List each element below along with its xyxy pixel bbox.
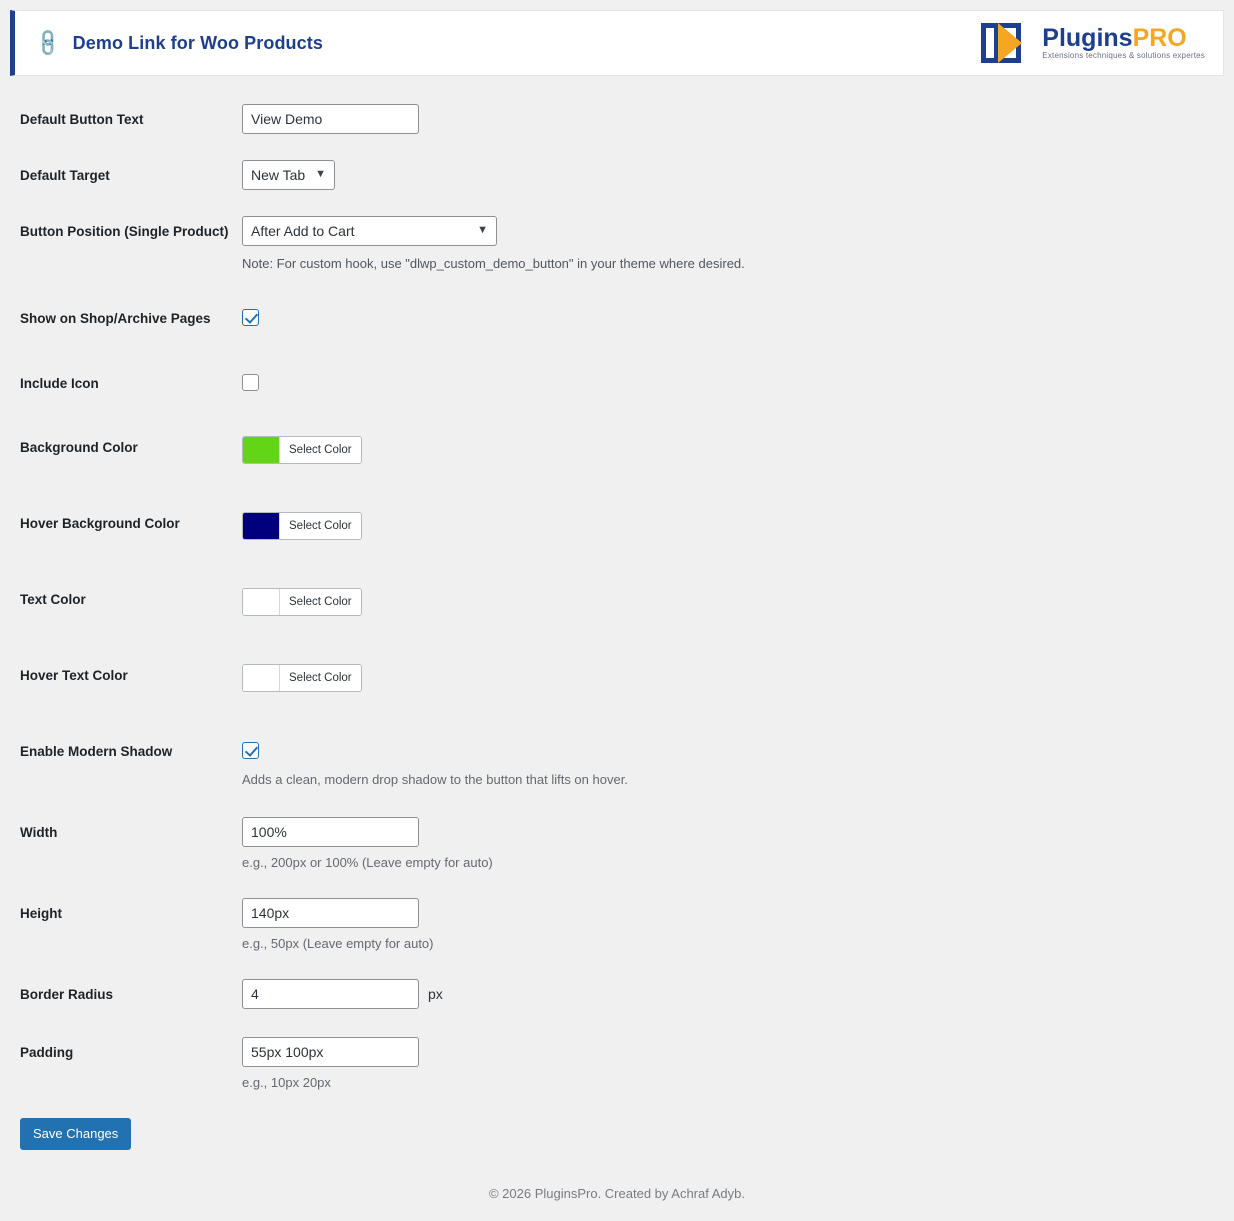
- width-input[interactable]: [242, 817, 419, 847]
- footer-text: © 2026 PluginsPro. Created by Achraf Adyb.: [488, 1185, 745, 1201]
- hover-background-color-select-label[interactable]: Select Color: [280, 513, 361, 539]
- default-button-text-input[interactable]: [242, 104, 419, 134]
- hover-background-color-picker[interactable]: [242, 512, 362, 540]
- label-height: Height: [20, 906, 62, 922]
- padding-input[interactable]: [242, 1037, 419, 1067]
- row-border-radius: [20, 977, 1214, 1009]
- logo-wordmark: [1042, 25, 1205, 51]
- label-background-color: Background Color: [20, 440, 138, 456]
- label-hover-text-color: Hover Text Color: [20, 668, 128, 684]
- row-button-position: [20, 214, 1214, 273]
- background-color-swatch[interactable]: [243, 437, 280, 463]
- label-hover-background-color: Hover Background Color: [20, 516, 180, 532]
- padding-hint: e.g., 10px 20px: [242, 1075, 331, 1091]
- row-background-color: [20, 430, 1214, 468]
- field-default-target: [242, 158, 1214, 190]
- width-hint: e.g., 200px or 100% (Leave empty for auto): [242, 855, 493, 871]
- row-text-color: [20, 582, 1214, 620]
- border-radius-input[interactable]: [242, 979, 419, 1009]
- height-hint: e.g., 50px (Leave empty for auto): [242, 936, 434, 952]
- link-icon: 🔗: [33, 27, 65, 59]
- button-position-note: Note: For custom hook, use "dlwp_custom_demo_button" in your theme where desired.: [242, 256, 745, 271]
- field-background-color: [242, 430, 1214, 468]
- label-default-button-text: Default Button Text: [20, 112, 144, 127]
- hover-text-color-swatch[interactable]: [243, 665, 280, 691]
- field-width: [242, 815, 1214, 870]
- text-color-select-label[interactable]: Select Color: [280, 589, 361, 615]
- button-position-select[interactable]: [242, 216, 497, 246]
- button-position-select-wrap: [242, 216, 497, 246]
- row-hover-text-color: [20, 658, 1214, 696]
- hover-text-color-picker[interactable]: [242, 664, 362, 692]
- field-text-color: [242, 582, 1214, 620]
- field-show-on-shop: [242, 301, 1214, 331]
- background-color-select-label[interactable]: Select Color: [280, 437, 361, 463]
- row-show-on-shop: [20, 301, 1214, 331]
- field-enable-modern-shadow: [242, 734, 1214, 787]
- text-color-picker[interactable]: [242, 588, 362, 616]
- field-hover-background-color: [242, 506, 1214, 544]
- row-include-icon: [20, 366, 1214, 396]
- field-border-radius: [242, 977, 1214, 1009]
- row-height: [20, 896, 1214, 951]
- field-hover-text-color: [242, 658, 1214, 696]
- include-icon-checkbox[interactable]: [242, 374, 259, 391]
- field-default-button-text: [242, 102, 1214, 134]
- field-height: [242, 896, 1214, 951]
- logo-text: [1042, 25, 1205, 61]
- save-changes-button[interactable]: Save Changes: [20, 1118, 131, 1150]
- label-show-on-shop: Show on Shop/Archive Pages: [20, 311, 211, 327]
- label-text-color: Text Color: [20, 592, 86, 608]
- row-hover-background-color: [20, 506, 1214, 544]
- row-padding: [20, 1035, 1214, 1090]
- show-on-shop-checkbox[interactable]: [242, 309, 259, 326]
- default-target-select[interactable]: [242, 160, 335, 190]
- label-width: Width: [20, 825, 58, 841]
- header-wrapper: [0, 0, 1234, 76]
- chevron-down-icon: ▼: [315, 167, 326, 180]
- hover-text-color-select-label[interactable]: Select Color: [280, 665, 361, 691]
- background-color-picker[interactable]: [242, 436, 362, 464]
- field-padding: [242, 1035, 1214, 1090]
- row-default-target: [20, 158, 1214, 190]
- height-input[interactable]: [242, 898, 419, 928]
- label-border-radius: Border Radius: [20, 987, 114, 1003]
- header-left: [33, 27, 323, 59]
- label-default-target: Default Target: [20, 168, 110, 183]
- border-radius-unit: px: [428, 986, 443, 1003]
- field-button-position: [242, 214, 1214, 273]
- label-padding: Padding: [20, 1045, 74, 1061]
- row-enable-modern-shadow: [20, 734, 1214, 787]
- hover-background-color-swatch[interactable]: [243, 513, 280, 539]
- row-default-button-text: [20, 102, 1214, 134]
- label-button-position: Button Position (Single Product): [20, 224, 229, 239]
- chevron-down-icon: ▼: [477, 223, 488, 236]
- row-width: [20, 815, 1214, 870]
- text-color-swatch[interactable]: [243, 589, 280, 615]
- page-title: Demo Link for Woo Products: [72, 32, 323, 53]
- default-target-select-wrap: [242, 160, 335, 190]
- label-include-icon: Include Icon: [20, 376, 99, 392]
- logo-mark-icon: [981, 21, 1035, 65]
- enable-modern-shadow-checkbox[interactable]: [242, 742, 259, 759]
- pluginspro-logo: [981, 21, 1205, 65]
- enable-modern-shadow-hint: Adds a clean, modern drop shadow to the button that lifts on hover.: [242, 772, 628, 788]
- logo-word-plugins: Plugins: [1042, 24, 1133, 53]
- logo-word-pro: PRO: [1132, 24, 1187, 53]
- logo-tagline: Extensions techniques & solutions expertes: [1042, 51, 1205, 61]
- page-header: [10, 10, 1224, 76]
- settings-form: [0, 76, 1234, 1150]
- field-include-icon: [242, 366, 1214, 396]
- label-enable-modern-shadow: Enable Modern Shadow: [20, 744, 173, 760]
